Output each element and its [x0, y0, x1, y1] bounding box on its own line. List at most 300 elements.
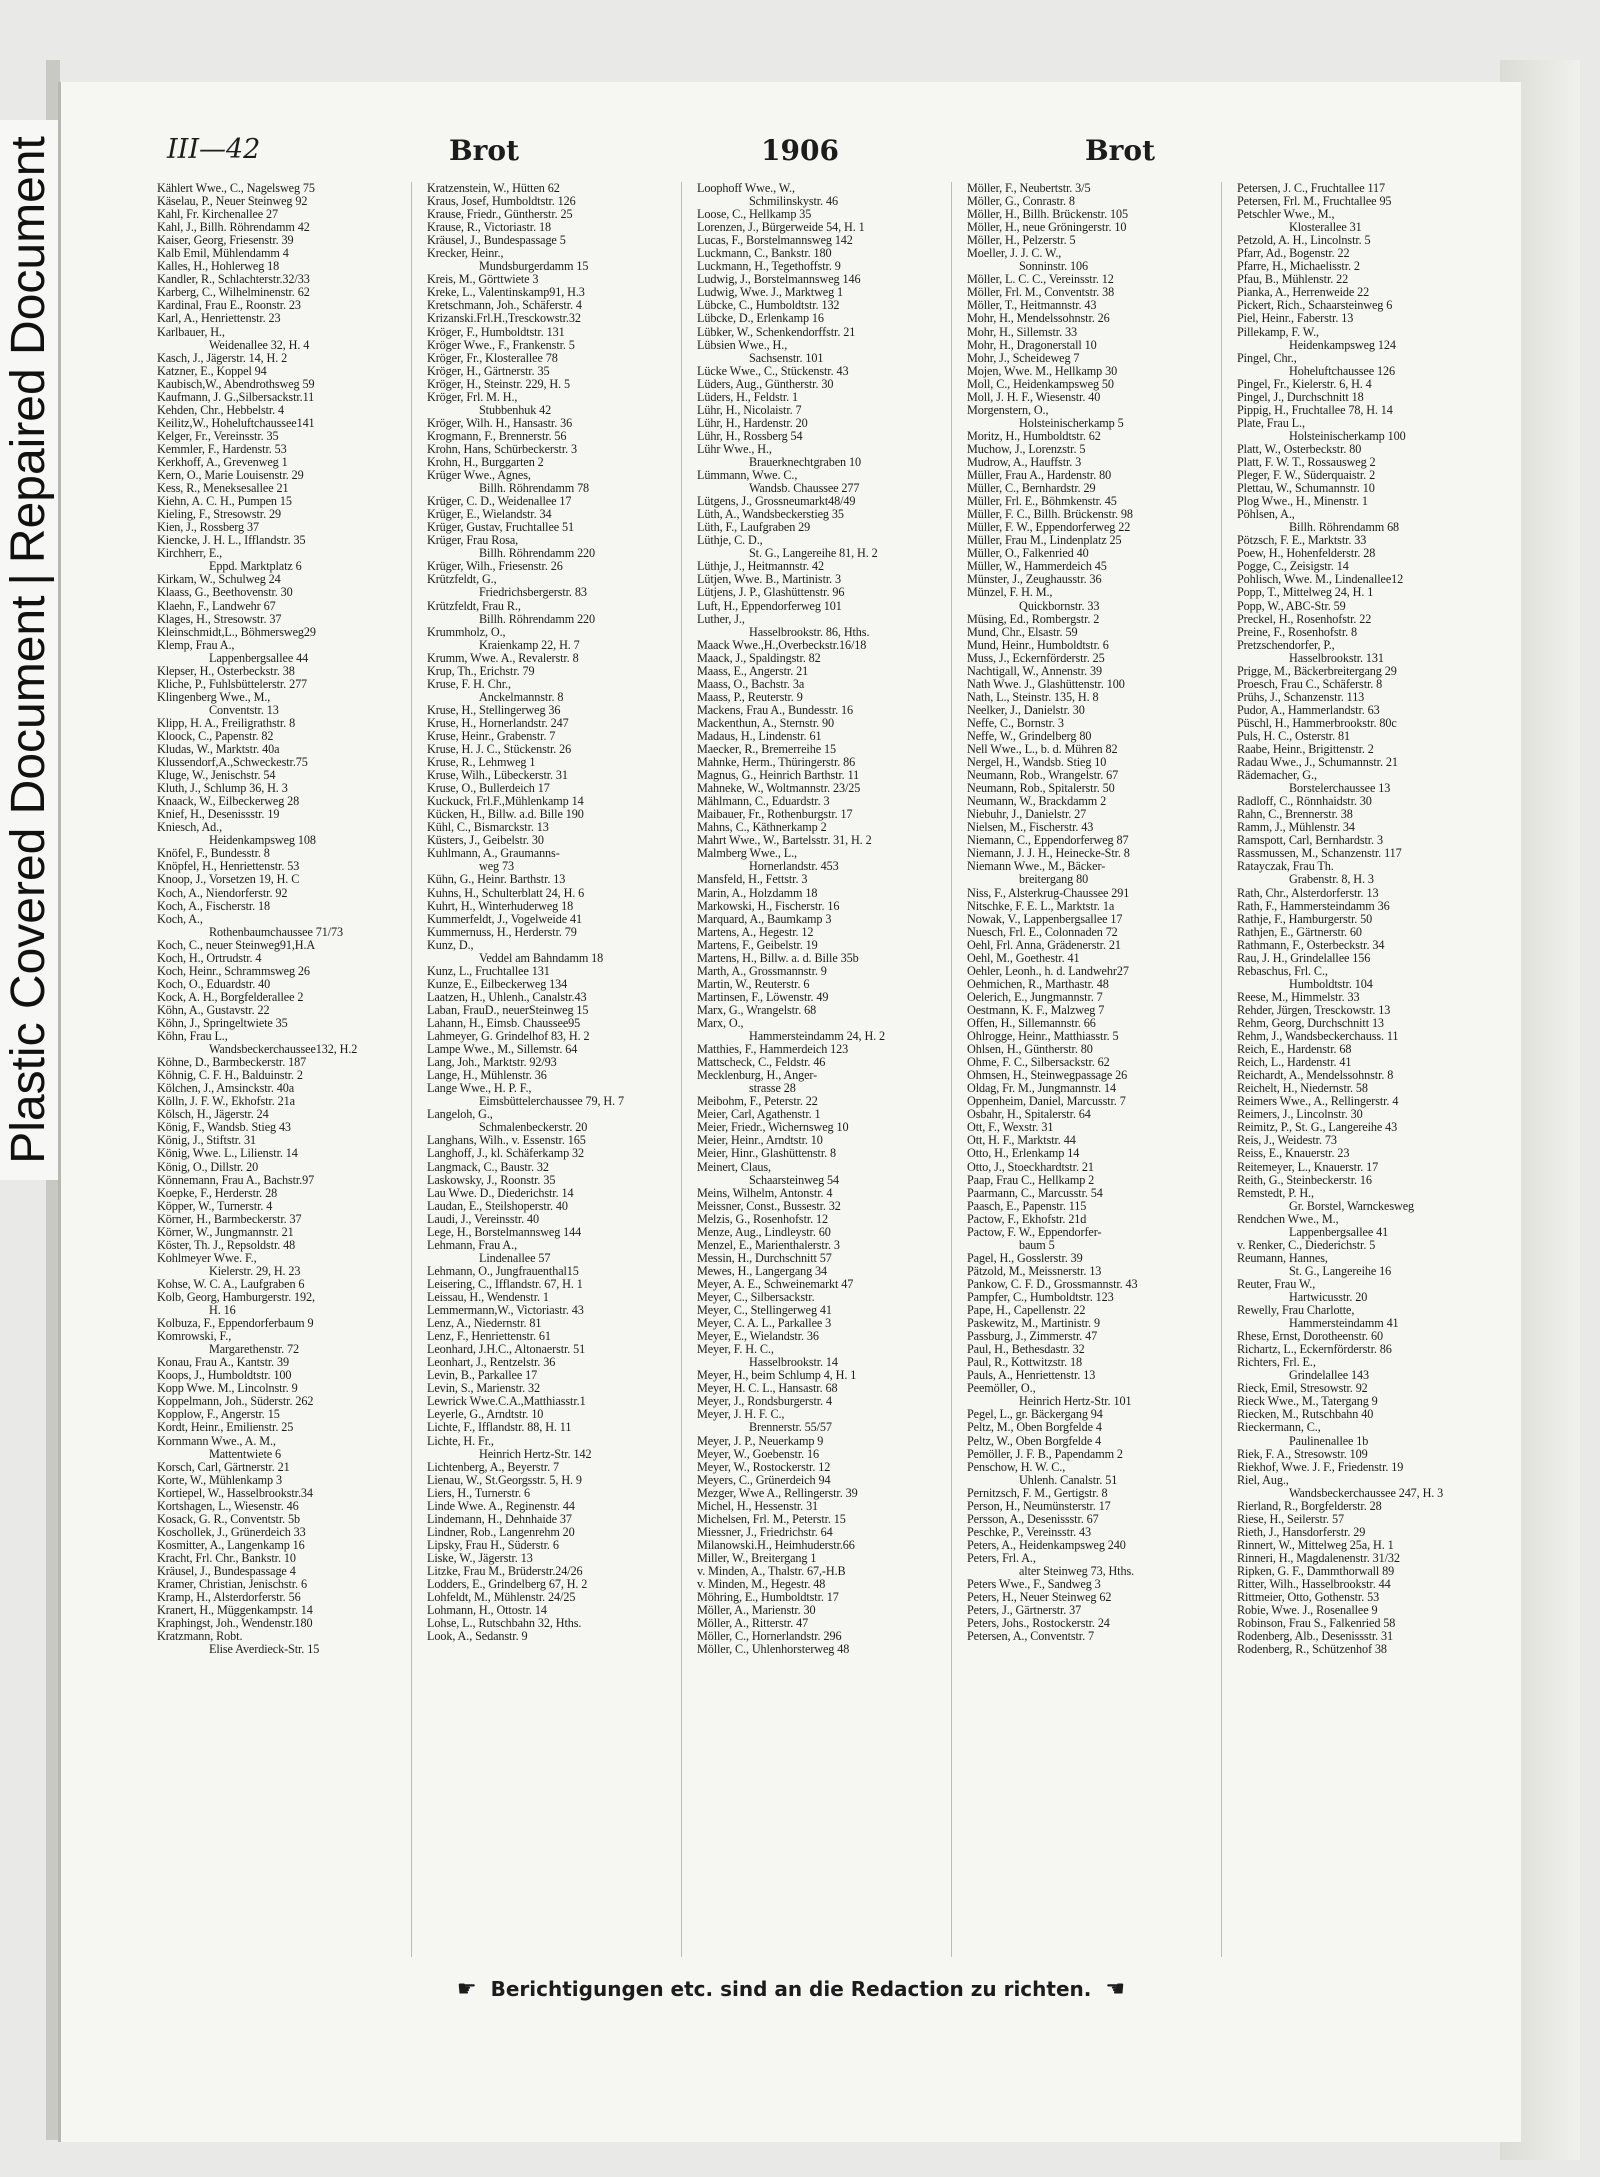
directory-entry: Riel, Aug., [1237, 1473, 1289, 1487]
directory-entry: Lang, Joh., Marktstr. 92/93 [427, 1056, 557, 1070]
directory-entry: Koch, A., Niendorferstr. 92 [157, 886, 288, 900]
directory-entry: Kluge, W., Jenischstr. 54 [157, 769, 276, 783]
directory-entry: strasse 28 [749, 1082, 796, 1096]
directory-entry: Krause, R., Victoriastr. 18 [427, 221, 551, 235]
directory-entry: Platt, W., Osterbeckstr. 80 [1237, 442, 1362, 456]
directory-entry: Meier, Carl, Agathenstr. 1 [697, 1108, 821, 1122]
directory-entry: Lichte, H. Fr., [427, 1434, 494, 1448]
directory-entry: Krause, Friedr., Güntherstr. 25 [427, 208, 573, 222]
directory-entry: Meyer, H., beim Schlump 4, H. 1 [697, 1369, 857, 1383]
directory-entry: Nielsen, M., Fischerstr. 43 [967, 821, 1094, 835]
directory-entry: Kühl, C., Bismarckstr. 13 [427, 821, 549, 835]
directory-entry: Reimers, J., Lincolnstr. 30 [1237, 1108, 1363, 1122]
directory-entry: Leyerle, G., Arndtstr. 10 [427, 1408, 544, 1422]
directory-entry: Krüger, E., Wielandstr. 34 [427, 508, 552, 522]
directory-entry: Puls, H. C., Osterstr. 81 [1237, 729, 1350, 743]
directory-entry: Rieck, Emil, Stresowstr. 92 [1237, 1382, 1368, 1396]
directory-entry: v. Renker, C., Diederichstr. 5 [1237, 1238, 1376, 1252]
directory-entry: Koppelmann, Joh., Süderstr. 262 [157, 1395, 314, 1409]
directory-entry: Holsteinischerkamp 5 [1019, 416, 1124, 430]
directory-entry: Niemann Wwe., M., Bäcker- [967, 860, 1106, 874]
directory-entry: Neffe, C., Bornstr. 3 [967, 716, 1064, 730]
directory-entry: Rothenbaumchaussee 71/73 [209, 925, 344, 939]
directory-entry: Laudan, E., Steilshoperstr. 40 [427, 1199, 568, 1213]
directory-entry: Klingenberg Wwe., M., [157, 690, 271, 704]
directory-entry: Möller, A., Ritterstr. 47 [697, 1617, 809, 1631]
directory-entry: Mojen, Wwe. M., Hellkamp 30 [967, 364, 1118, 378]
directory-entry: Meyer, J. H. F. C., [697, 1408, 785, 1422]
directory-entry: Lipsky, Frau H., Süderstr. 6 [427, 1538, 559, 1552]
directory-entry: Paul, R., Kottwitzstr. 18 [967, 1356, 1082, 1370]
directory-entry: Riek, F. A., Stresowstr. 109 [1237, 1447, 1368, 1461]
directory-entry: Mackens, Frau A., Bundesstr. 16 [697, 703, 854, 717]
directory-entry: Marx, O., [697, 1017, 744, 1030]
directory-entry: Lübsien Wwe., H., [697, 338, 788, 352]
directory-entry: Meier, Friedr., Wichernsweg 10 [697, 1121, 849, 1135]
directory-entry: Kluth, J., Schlump 36, H. 3 [157, 782, 288, 796]
directory-entry: Raabe, Heinr., Brigittenstr. 2 [1237, 743, 1374, 757]
directory-entry: Niebuhr, J., Danielstr. 27 [967, 808, 1087, 822]
directory-entry: Lüders, H., Feldstr. 1 [697, 390, 799, 404]
directory-entry: Kolb, Georg, Hamburgerstr. 192, [157, 1290, 315, 1304]
directory-entry: Lindemann, H., Dehnhaide 37 [427, 1512, 572, 1526]
directory-entry: Oehl, M., Goethestr. 41 [967, 951, 1080, 965]
directory-entry: Paskewitz, M., Martinistr. 9 [967, 1317, 1100, 1331]
directory-entry: Magnus, G., Heinrich Barthstr. 11 [697, 769, 860, 783]
directory-entry: Katzner, E., Koppel 94 [157, 364, 267, 378]
directory-entry: Kreis, M., Görttwiete 3 [427, 273, 539, 287]
directory-entry: Meyer, F. H. C., [697, 1343, 774, 1357]
directory-entry: Martens, F., Geibelstr. 19 [697, 938, 818, 952]
directory-entry: Peters, H., Neuer Steinweg 62 [967, 1591, 1112, 1605]
directory-entry: Peters, A., Heidenkampsweg 240 [967, 1538, 1126, 1552]
directory-entry: Menze, Aug., Lindleystr. 60 [697, 1225, 831, 1239]
directory-entry: Kruse, O., Bullerdeich 17 [427, 782, 550, 796]
directory-entry: Reimitz, P., St. G., Langereihe 43 [1237, 1121, 1398, 1135]
directory-entry: Oestmann, K. F., Malzweg 7 [967, 1003, 1105, 1017]
directory-entry: Preckel, H., Rosenhofstr. 22 [1237, 612, 1372, 626]
directory-entry: Kruse, H., Hornerlandstr. 247 [427, 716, 569, 730]
directory-entry: Maack, J., Spaldingstr. 82 [697, 651, 821, 665]
directory-entry: Maass, O., Bachstr. 3a [697, 677, 805, 691]
directory-entry: Ritter, Wilh., Hasselbrookstr. 44 [1237, 1578, 1391, 1592]
directory-entry: Meyers, C., Grünerdeich 94 [697, 1473, 831, 1487]
directory-entry: Meibohm, F., Peterstr. 22 [697, 1095, 818, 1109]
directory-entry: Passburg, J., Zimmerstr. 47 [967, 1330, 1098, 1344]
directory-entry: Mund, Chr., Elsastr. 59 [967, 625, 1078, 639]
directory-entry: Knief, H., Desenissstr. 19 [157, 808, 280, 822]
directory-entry: Köhn, Frau L., [157, 1030, 228, 1044]
directory-entry: Lüthje, J., Heitmannstr. 42 [697, 560, 824, 574]
directory-entry: Billh. Röhrendamm 78 [479, 482, 590, 496]
directory-entry: Pactow, F. W., Eppendorfer- [967, 1225, 1102, 1239]
directory-entry: Pfarr, Ad., Bogenstr. 22 [1237, 247, 1350, 261]
directory-entry: Kunz, D., [427, 938, 474, 952]
directory-entry: Knaack, W., Eilbeckerweg 28 [157, 795, 300, 809]
directory-entry: Krumm, Wwe. A., Revalerstr. 8 [427, 651, 579, 665]
directory-entry: Kandler, R., Schlachterstr.32/33 [157, 273, 310, 287]
directory-entry: Ohmsen, H., Steinwegpassage 26 [967, 1069, 1128, 1083]
directory-entry: Müsing, Ed., Rombergstr. 2 [967, 612, 1100, 626]
directory-entry: Koch, A., Fischerstr. 18 [157, 899, 271, 913]
directory-entry: Klaehn, F., Landwehr 67 [157, 599, 276, 613]
directory-entry: Niss, F., Alsterkrug-Chaussee 291 [967, 886, 1130, 900]
directory-entry: Krogmann, F., Brennerstr. 56 [427, 429, 567, 443]
directory-entry: Konau, Frau A., Kantstr. 39 [157, 1356, 290, 1370]
directory-entry: Pingel, Chr., [1237, 351, 1297, 365]
directory-entry: Kopplow, F., Angerstr. 15 [157, 1408, 280, 1422]
directory-entry: Pauls, A., Henriettenstr. 13 [967, 1369, 1096, 1383]
directory-entry: König, J., Stiftstr. 31 [157, 1134, 256, 1148]
directory-entry: Rittmeier, Otto, Gothenstr. 53 [1237, 1591, 1380, 1605]
directory-entry: St. G., Langereihe 16 [1289, 1264, 1392, 1278]
directory-entry: Kortshagen, L., Wiesenstr. 46 [157, 1499, 299, 1513]
directory-entry: Neelker, J., Danielstr. 30 [967, 703, 1085, 717]
directory-entry: Langhans, Wilh., v. Essenstr. 165 [427, 1134, 586, 1148]
directory-entry: Pippig, H., Fruchtallee 78, H. 14 [1237, 403, 1393, 417]
directory-entry: Marquard, A., Baumkamp 3 [697, 912, 832, 926]
directory-entry: Könnemann, Frau A., Bachstr.97 [157, 1173, 315, 1187]
directory-entry: Humboldtstr. 104 [1289, 977, 1373, 991]
directory-entry: Lühr, H., Nicolaistr. 7 [697, 403, 802, 417]
directory-entry: Poew, H., Hohenfelderstr. 28 [1237, 547, 1376, 561]
directory-entry: Köpper, W., Turnerstr. 4 [157, 1199, 273, 1213]
directory-entry: Proesch, Frau C., Schäferstr. 8 [1237, 677, 1383, 691]
directory-entry: Kruse, H., Stellingerweg 36 [427, 703, 561, 717]
directory-entry: Krüger, Frau Rosa, [427, 534, 519, 548]
directory-entry: Rassmussen, M., Schanzenstr. 117 [1237, 847, 1402, 861]
directory-entry: Anckelmannstr. 8 [479, 690, 564, 704]
directory-entry: Peschke, P., Vereinsstr. 43 [967, 1525, 1092, 1539]
directory-entry: Laskowsky, J., Roonstr. 35 [427, 1173, 556, 1187]
directory-entry: Neffe, W., Grindelberg 80 [967, 729, 1092, 743]
directory-entry: Lindenallee 57 [479, 1251, 551, 1265]
directory-entry: Kählert Wwe., C., Nagelsweg 75 [157, 182, 315, 195]
directory-entry: Marth, A., Grossmannstr. 9 [697, 964, 827, 978]
directory-entry: Pickert, Rich., Schaarsteinweg 6 [1237, 299, 1393, 313]
directory-entry: Möller, A., Marienstr. 30 [697, 1604, 816, 1618]
directory-entry: Kohse, W. C. A., Laufgraben 6 [157, 1277, 305, 1291]
directory-entry: Remstedt, P. H., [1237, 1186, 1314, 1200]
directory-entry: Kruse, H. J. C., Stückenstr. 26 [427, 743, 572, 757]
directory-entry: Meyer, C., Stellingerweg 41 [697, 1304, 832, 1318]
directory-entry: Kien, J., Rossberg 37 [157, 521, 259, 535]
directory-entry: Mahnke, Herm., Thüringerstr. 86 [697, 756, 856, 770]
directory-entry: Pegel, L., gr. Bäckergang 94 [967, 1408, 1103, 1422]
directory-entry: Klepser, H., Osterbeckstr. 38 [157, 664, 295, 678]
directory-entry: Krup, Th., Erichstr. 79 [427, 664, 535, 678]
directory-entry: Koepke, F., Herderstr. 28 [157, 1186, 278, 1200]
directory-entry: Lühr, H., Rossberg 54 [697, 429, 803, 443]
directory-entry: Kolbuza, F., Eppendorferbaum 9 [157, 1317, 314, 1331]
directory-entry: Hartwicusstr. 20 [1289, 1290, 1368, 1304]
directory-entry: Lahann, H., Eimsb. Chaussee95 [427, 1017, 581, 1030]
directory-entry: Osbahr, H., Spitalerstr. 64 [967, 1108, 1091, 1122]
directory-entry: Neumann, W., Brackdamm 2 [967, 795, 1107, 809]
directory-entry: Moll, J. H. F., Wiesenstr. 40 [967, 390, 1101, 404]
directory-entry: König, Wwe. L., Lilienstr. 14 [157, 1147, 298, 1161]
directory-entry: Langhoff, J., kl. Schäferkamp 32 [427, 1147, 585, 1161]
directory-entry: Kramer, Christian, Jenischstr. 6 [157, 1578, 307, 1592]
directory-entry: Kröger, Wilh. H., Hansastr. 36 [427, 416, 573, 430]
directory-entry: Rehm, J., Wandsbeckerchauss. 11 [1237, 1030, 1399, 1044]
directory-entry: Niemann, C., Eppendorferweg 87 [967, 834, 1129, 848]
directory-entry: Möller, C., Hornerlandstr. 296 [697, 1630, 842, 1644]
directory-entry: Oppenheim, Daniel, Marcusstr. 7 [967, 1095, 1126, 1109]
directory-entry: Kratzmann, Robt. [157, 1630, 243, 1644]
directory-entry: Köhn, J., Springeltwiete 35 [157, 1017, 288, 1030]
directory-entry: Körner, W., Jungmannstr. 21 [157, 1225, 294, 1239]
directory-entry: Kirkam, W., Schulweg 24 [157, 573, 281, 587]
directory-entry: Lohse, L., Rutschbahn 32, Hths. [427, 1617, 582, 1631]
directory-entry: Kröger, Frl. M. H., [427, 390, 518, 404]
directory-entry: Mahns, C., Käthnerkamp 2 [697, 821, 827, 835]
directory-entry: Krüger, C. D., Weidenallee 17 [427, 495, 572, 509]
directory-entry: Möller, L. C. C., Vereinsstr. 12 [967, 273, 1114, 287]
directory-entry: Müller, F. W., Eppendorferweg 22 [967, 521, 1131, 535]
directory-entry: Moll, C., Heidenkampsweg 50 [967, 377, 1114, 391]
directory-entry: Meinert, Claus, [697, 1160, 771, 1174]
directory-entry: Ott, F., Wexstr. 31 [967, 1121, 1054, 1135]
directory-entry: Reich, E., Hardenstr. 68 [1237, 1043, 1352, 1057]
directory-entry: Miller, W., Breitergang 1 [697, 1551, 817, 1565]
directory-entry: Markowski, H., Fischerstr. 16 [697, 899, 840, 913]
directory-entry: Rebaschus, Frl. C., [1237, 964, 1328, 978]
directory-entry: Mattscheck, C., Feldstr. 46 [697, 1056, 826, 1070]
directory-entry: Lichtenberg, A., Beyerstr. 7 [427, 1460, 560, 1474]
directory-entry: Meier, Heinr., Arndtstr. 10 [697, 1134, 823, 1148]
directory-entry: Lenz, F., Henriettenstr. 61 [427, 1330, 551, 1344]
directory-entry: Möller, C., Uhlenhorsterweg 48 [697, 1643, 850, 1657]
directory-entry: Mohr, H., Dragonerstall 10 [967, 338, 1097, 352]
directory-entry: Paul, H., Bethesdastr. 32 [967, 1343, 1085, 1357]
directory-entry: Lütjen, Wwe. B., Martinistr. 3 [697, 573, 842, 587]
directory-entry: Lüth, A., Wandsbeckerstieg 35 [697, 508, 844, 522]
directory-page [58, 82, 1521, 2142]
directory-entry: Kruse, F. H. Chr., [427, 677, 511, 691]
directory-entry: Oehler, Leonh., h. d. Landwehr27 [967, 964, 1129, 978]
directory-entry: Plettau, W., Schumannstr. 10 [1237, 482, 1375, 496]
directory-entry: Lübcke, C., Humboldtstr. 132 [697, 299, 840, 313]
directory-entry: Klosterallee 31 [1289, 221, 1362, 235]
directory-entry: Pankow, C. F. D., Grossmannstr. 43 [967, 1277, 1138, 1291]
directory-column-4 [963, 182, 1222, 1957]
directory-entry: Niemann, J. J. H., Heinecke-Str. 8 [967, 847, 1130, 861]
directory-entry: Mohr, H., Mendelssohnstr. 26 [967, 312, 1110, 326]
directory-entry: Kahl, J., Billh. Röhrendamm 42 [157, 221, 310, 235]
page-header [61, 134, 1521, 184]
directory-entry: Morgenstern, O., [967, 403, 1049, 417]
directory-entry: Kräusel, J., Bundespassage 4 [157, 1564, 296, 1578]
directory-entry: Maass, E., Angerstr. 21 [697, 664, 809, 678]
directory-entry: Kniesch, Ad., [157, 821, 223, 835]
directory-entry: Robinson, Frau S., Falkenried 58 [1237, 1617, 1396, 1631]
directory-entry: Leisering, C., Ifflandstr. 67, H. 1 [427, 1277, 583, 1291]
directory-entry: Ramspott, Carl, Bernhardstr. 3 [1237, 834, 1383, 848]
directory-entry: Paap, Frau C., Hellkamp 2 [967, 1173, 1095, 1187]
directory-entry: Mezger, Wwe A., Rellingerstr. 39 [697, 1486, 858, 1500]
directory-entry: Riecken, M., Rutschbahn 40 [1237, 1408, 1374, 1422]
directory-entry: Pfau, B., Mühlenstr. 22 [1237, 273, 1349, 287]
directory-entry: Madaus, H., Lindenstr. 61 [697, 729, 822, 743]
directory-entry: Reiss, E., Knauerstr. 23 [1237, 1147, 1350, 1161]
directory-entry: Nuesch, Frl. E., Colonnaden 72 [967, 925, 1118, 939]
directory-entry: Heidenkampsweg 124 [1289, 338, 1396, 352]
directory-entry: Schaarsteinweg 54 [749, 1173, 840, 1187]
directory-entry: Mählmann, C., Eduardstr. 3 [697, 795, 830, 809]
directory-entry: Billh. Röhrendamm 220 [479, 547, 596, 561]
directory-entry: Uhlenh. Canalstr. 51 [1019, 1473, 1118, 1487]
directory-entry: Mewes, H., Langergang 34 [697, 1264, 828, 1278]
header-year: 1906 [761, 134, 839, 167]
directory-entry: Pätzold, M., Meissnerstr. 13 [967, 1264, 1102, 1278]
directory-entry: Kiehn, A. C. H., Pumpen 15 [157, 495, 292, 509]
directory-entry: Radau Wwe., J., Schumannstr. 21 [1237, 756, 1398, 770]
directory-entry: Liers, H., Turnerstr. 6 [427, 1486, 530, 1500]
directory-entry: Prühs, J., Schanzenstr. 113 [1237, 690, 1365, 704]
directory-entry: Schmilinskystr. 46 [749, 195, 838, 209]
directory-entry: Möller, Frl. M., Conventstr. 38 [967, 286, 1115, 300]
directory-entry: Rädemacher, G., [1237, 769, 1317, 783]
directory-entry: Kühn, G., Heinr. Barthstr. 13 [427, 873, 566, 887]
page-number: III—42 [167, 134, 261, 165]
directory-entry: Billh. Röhrendamm 68 [1289, 521, 1400, 535]
directory-entry: Lewrick Wwe.C.A.,Matthiasstr.1 [427, 1395, 586, 1409]
directory-entry: Margarethenstr. 72 [209, 1343, 300, 1357]
directory-entry: Messin, H., Durchschnitt 57 [697, 1251, 832, 1265]
directory-entry: Nachtigall, W., Annenstr. 39 [967, 664, 1102, 678]
directory-entry: Kieling, F., Stresowstr. 29 [157, 508, 281, 522]
directory-column-1 [153, 182, 412, 1957]
directory-entry: Martin, W., Reuterstr. 6 [697, 977, 810, 991]
directory-entry: Kludas, W., Marktstr. 40a [157, 743, 280, 757]
directory-entry: Mudrow, A., Hauffstr. 3 [967, 455, 1082, 469]
directory-entry: Kahl, Fr. Kirchenallee 27 [157, 208, 279, 222]
directory-entry: Rierland, R., Borgfelderstr. 28 [1237, 1499, 1382, 1513]
header-left-word: Brot [449, 134, 520, 167]
directory-entry: Peters, Johs., Rostockerstr. 24 [967, 1617, 1110, 1631]
directory-entry: Kuckuck, Frl.F.,Mühlenkamp 14 [427, 795, 584, 809]
directory-entry: Nergel, H., Wandsb. Stieg 10 [967, 756, 1107, 770]
directory-entry: Ripken, G. F., Dammthorwall 89 [1237, 1564, 1395, 1578]
directory-entry: Kelger, Fr., Vereinsstr. 35 [157, 429, 279, 443]
directory-entry: Hammersteindamm 41 [1289, 1317, 1399, 1331]
directory-entry: Koch, A., [157, 912, 203, 926]
directory-entry: Kaufmann, J. G.,Silbersackstr.11 [157, 390, 315, 404]
directory-entry: Möller, H., neue Gröningerstr. 10 [967, 221, 1127, 235]
directory-column-2 [423, 182, 682, 1957]
directory-entry: Maack Wwe.,H.,Overbeckstr.16/18 [697, 638, 867, 652]
directory-entry: Meyer, H. C. L., Hansastr. 68 [697, 1382, 838, 1396]
directory-entry: Heinrich Hertz-Str. 101 [1019, 1395, 1132, 1409]
directory-entry: Rinneri, H., Magdalenenstr. 31/32 [1237, 1551, 1400, 1565]
directory-entry: Maass, P., Reuterstr. 9 [697, 690, 803, 704]
directory-entry: Kornmann Wwe., A. M., [157, 1434, 276, 1448]
directory-entry: Nitschke, F. E. L., Marktstr. 1a [967, 899, 1115, 913]
directory-entry: Kracht, Frl. Chr., Bankstr. 10 [157, 1551, 296, 1565]
directory-entry: Kröger Wwe., F., Frankenstr. 5 [427, 338, 575, 352]
directory-entry: Nowak, V., Lappenbergsallee 17 [967, 912, 1123, 926]
directory-entry: Käselau, P., Neuer Steinweg 92 [157, 195, 308, 209]
hand-pointer-left-icon: ☚ [1105, 1977, 1126, 2002]
directory-entry: Pampfer, C., Humboldtstr. 123 [967, 1290, 1114, 1304]
directory-entry: Lütgens, J., Grossneumarkt48/49 [697, 495, 856, 509]
directory-entry: Lampe Wwe., M., Sillemstr. 64 [427, 1043, 578, 1057]
directory-entry: Michelsen, Frl. M., Peterstr. 15 [697, 1512, 846, 1526]
directory-entry: Kosack, G. R., Conventstr. 5b [157, 1512, 301, 1526]
directory-entry: Korte, W., Mühlenkamp 3 [157, 1473, 282, 1487]
directory-entry: Kalb Emil, Mühlendamm 4 [157, 247, 289, 261]
directory-entry: Kruse, R., Lehmweg 1 [427, 756, 536, 770]
directory-entry: Rathmann, F., Osterbeckstr. 34 [1237, 938, 1385, 952]
directory-entry: Nath, L., Steinstr. 135, H. 8 [967, 690, 1099, 704]
directory-entry: Eimsbüttelerchaussee 79, H. 7 [479, 1095, 625, 1109]
directory-entry: Lau Wwe. D., Diederichstr. 14 [427, 1186, 574, 1200]
directory-entry: Kraus, Josef, Humboldtstr. 126 [427, 195, 576, 209]
directory-entry: Kosmitter, A., Langenkamp 16 [157, 1538, 305, 1552]
directory-entry: Loose, C., Hellkamp 35 [697, 208, 812, 222]
directory-entry: Langmack, C., Baustr. 32 [427, 1160, 549, 1174]
directory-entry: Kemmler, F., Hardenstr. 53 [157, 442, 287, 456]
directory-entry: Milanowski.H., Heimhuderstr.66 [697, 1538, 855, 1552]
directory-entry: Reumann, Hannes, [1237, 1251, 1328, 1265]
directory-entry: Paulinenallee 1b [1289, 1434, 1369, 1448]
directory-entry: Kröger, F., Humboldtstr. 131 [427, 325, 565, 339]
directory-entry: Lühr Wwe., H., [697, 442, 772, 456]
directory-entry: Köhne, D., Barmbeckerstr. 187 [157, 1056, 307, 1070]
directory-entry: Paasch, E., Papenstr. 115 [967, 1199, 1087, 1213]
directory-entry: Rath, Chr., Alsterdorferstr. 13 [1237, 886, 1379, 900]
directory-entry: Püschl, H., Hammerbrookstr. 80c [1237, 716, 1397, 730]
directory-entry: Neumann, Rob., Wrangelstr. 67 [967, 769, 1119, 783]
directory-entry: Meyer, C. A. L., Parkallee 3 [697, 1317, 832, 1331]
directory-entry: Laban, FrauD., neuerSteinweg 15 [427, 1003, 589, 1017]
directory-entry: Rhese, Ernst, Dorotheenstr. 60 [1237, 1330, 1383, 1344]
directory-entry: Oldag, Fr. M., Jungmannstr. 14 [967, 1082, 1117, 1096]
directory-entry: Kern, O., Marie Louisenstr. 29 [157, 469, 304, 483]
directory-entry: Rewelly, Frau Charlotte, [1237, 1304, 1355, 1318]
directory-entry: Meyer, J., Rondsburgerstr. 4 [697, 1395, 832, 1409]
directory-entry: Reimers Wwe., A., Rellingerstr. 4 [1237, 1095, 1399, 1109]
directory-entry: Krützfeldt, Frau R., [427, 599, 521, 613]
directory-entry: Levin, S., Marienstr. 32 [427, 1382, 541, 1396]
directory-entry: Mundsburgerdamm 15 [479, 260, 589, 274]
directory-entry: Pianka, A., Herrenweide 22 [1237, 286, 1370, 300]
directory-entry: König, O., Dillstr. 20 [157, 1160, 259, 1174]
directory-entry: Kröger, H., Steinstr. 229, H. 5 [427, 377, 570, 391]
directory-entry: Marx, G., Wrangelstr. 68 [697, 1003, 817, 1017]
directory-entry: Reitemeyer, L., Knauerstr. 17 [1237, 1160, 1379, 1174]
directory-entry: Rathjen, E., Gärtnerstr. 60 [1237, 925, 1362, 939]
directory-entry: Laudi, J., Vereinsstr. 40 [427, 1212, 540, 1226]
directory-entry: Kräusel, J., Bundespassage 5 [427, 234, 566, 248]
directory-entry: Reichardt, A., Mendelssohnstr. 8 [1237, 1069, 1394, 1083]
directory-entry: Münster, J., Zeughausstr. 36 [967, 573, 1102, 587]
directory-entry: Kirchherr, E., [157, 547, 223, 561]
directory-entry: Riekhof, Wwe. J. F., Friedenstr. 19 [1237, 1460, 1404, 1474]
directory-entry: Köhnig, C. F. H., Balduinstr. 2 [157, 1069, 303, 1083]
directory-entry: Lenz, A., Niedernstr. 81 [427, 1317, 542, 1331]
directory-entry: Matthies, F., Hammerdeich 123 [697, 1043, 849, 1057]
directory-entry: Ludwig, Wwe. J., Marktweg 1 [697, 286, 844, 300]
directory-entry: Pohlisch, Wwe. M., Lindenallee12 [1237, 573, 1404, 587]
directory-entry: Heidenkampsweg 108 [209, 834, 316, 848]
directory-entry: Karlbauer, H., [157, 325, 225, 339]
directory-entry: Paarmann, C., Marcusstr. 54 [967, 1186, 1103, 1200]
directory-entry: Kuhns, H., Schulterblatt 24, H. 6 [427, 886, 585, 900]
directory-entry: Richters, Frl. E., [1237, 1356, 1316, 1370]
directory-entry: Pretzschendorfer, P., [1237, 638, 1335, 652]
